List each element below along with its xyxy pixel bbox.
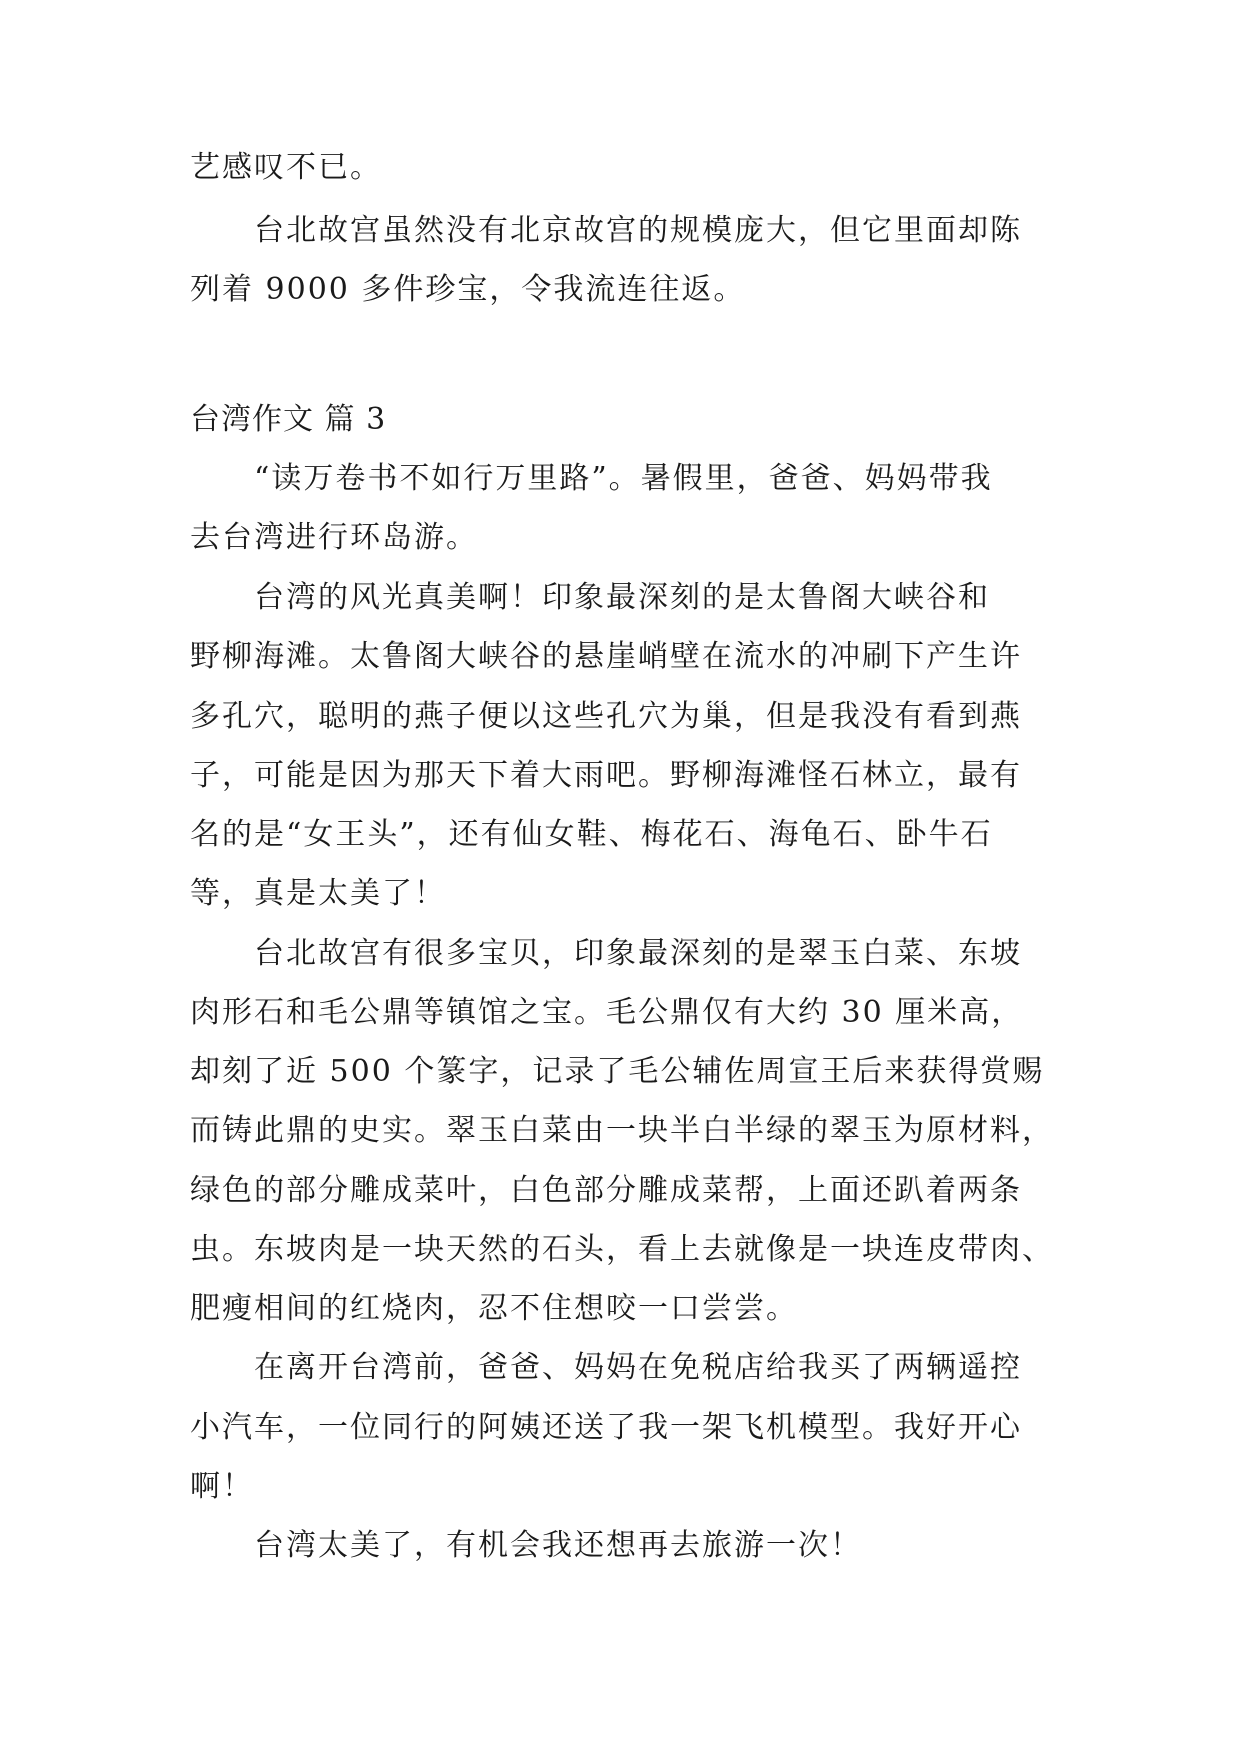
text-line: 多孔穴，聪明的燕子便以这些孔穴为巢，但是我没有看到燕 xyxy=(190,699,1022,734)
text-line: 小汽车，一位同行的阿姨还送了我一架飞机模型。我好开心 xyxy=(190,1410,1022,1445)
text-line: 台北故宫有很多宝贝，印象最深刻的是翠玉白菜、东坡 xyxy=(254,936,1022,971)
text-line: 名的是“女王头”，还有仙女鞋、梅花石、海龟石、卧牛石 xyxy=(190,817,993,852)
text-line: “读万卷书不如行万里路”。暑假里，爸爸、妈妈带我 xyxy=(254,461,993,496)
text-line: 列着 9000 多件珍宝，令我流连往返。 xyxy=(190,272,746,307)
text-line: 野柳海滩。太鲁阁大峡谷的悬崖峭壁在流水的冲刷下产生许 xyxy=(190,639,1022,674)
text-line: 啊！ xyxy=(190,1469,254,1504)
text-line: 等，真是太美了！ xyxy=(190,876,446,911)
text-line: 却刻了近 500 个篆字，记录了毛公辅佐周宣王后来获得赏赐 xyxy=(190,1054,1045,1089)
text-line: 肉形石和毛公鼎等镇馆之宝。毛公鼎仅有大约 30 厘米高， xyxy=(190,995,1024,1030)
text-line: 台湾太美了，有机会我还想再去旅游一次！ xyxy=(254,1528,862,1563)
section-heading: 台湾作文 篇 3 xyxy=(190,402,387,437)
text-line: 在离开台湾前，爸爸、妈妈在免税店给我买了两辆遥控 xyxy=(254,1350,1022,1385)
text-line: 绿色的部分雕成菜叶，白色部分雕成菜帮，上面还趴着两条 xyxy=(190,1173,1022,1208)
text-line: 台北故宫虽然没有北京故宫的规模庞大，但它里面却陈 xyxy=(254,213,1022,248)
text-line: 肥瘦相间的红烧肉，忍不住想咬一口尝尝。 xyxy=(190,1291,798,1326)
text-line: 而铸此鼎的史实。翠玉白菜由一块半白半绿的翠玉为原材料， xyxy=(190,1113,1054,1148)
text-line: 台湾的风光真美啊！印象最深刻的是太鲁阁大峡谷和 xyxy=(254,580,990,615)
text-line: 去台湾进行环岛游。 xyxy=(190,520,478,555)
text-line: 虫。东坡肉是一块天然的石头，看上去就像是一块连皮带肉、 xyxy=(190,1232,1054,1267)
text-line: 子，可能是因为那天下着大雨吧。野柳海滩怪石林立，最有 xyxy=(190,758,1022,793)
text-line: 艺感叹不已。 xyxy=(190,150,382,185)
